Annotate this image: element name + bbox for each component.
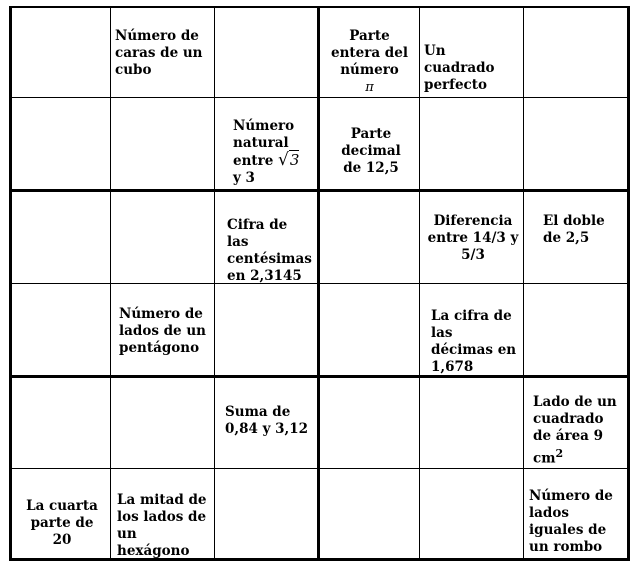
cell-r3c1: [115, 302, 214, 361]
cell-text: El doble de 2,5: [543, 213, 605, 246]
grid-line: [627, 6, 630, 561]
cell-r5c1: [113, 488, 214, 564]
cell-text: La mitad de los lados de un hexágono: [117, 492, 207, 559]
grid-line: [523, 6, 524, 561]
cell-r0c4: [420, 39, 523, 98]
cell-text: Número de lados iguales de un rombo: [529, 488, 613, 555]
sqrt-symbol: √3: [278, 150, 300, 170]
superscript: 2: [555, 447, 564, 460]
cell-r0c1: [111, 24, 214, 83]
pi-symbol: π: [365, 80, 374, 95]
cell-text: La cifra de las décimas en 1,678: [431, 308, 517, 375]
grid-line: [214, 6, 215, 561]
cell-r0c3: [320, 24, 419, 100]
cell-text: Número de lados de un pentágono: [119, 306, 206, 356]
cell-r1c3: [336, 122, 406, 181]
cell-text: Parte decimal de 12,5: [341, 126, 401, 176]
cell-text: Parte entera del número: [331, 28, 408, 78]
cell-r2c5: [539, 209, 619, 251]
cell-r4c2: [221, 400, 314, 442]
cell-text: Número de caras de un cubo: [115, 28, 203, 78]
cell-text: Cifra de las centésimas en 2,3145: [227, 217, 312, 284]
cell-r2c2: [223, 213, 317, 289]
cell-r4c5: [529, 390, 627, 472]
cell-text: Un cuadrado perfecto: [424, 43, 495, 93]
cell-r1c2: [229, 114, 314, 191]
grid-line: [9, 6, 12, 561]
cell-text: Número natural entre: [233, 118, 295, 169]
cell-text: Diferencia entre 14/3 y 5/3: [427, 213, 519, 263]
cell-r5c5: [525, 484, 627, 560]
sudoku-grid: [9, 6, 630, 561]
cell-r3c4: [427, 304, 523, 380]
cell-text: y 3: [233, 170, 255, 186]
cell-r5c0: [17, 494, 107, 553]
cell-text: Lado de un cuadrado de área 9 cm: [533, 394, 617, 467]
cell-r2c4: [423, 209, 523, 268]
grid-line: [110, 6, 111, 561]
sqrt-value: 3: [289, 151, 300, 169]
cell-text: La cuarta parte de 20: [26, 498, 98, 548]
cell-text: Suma de 0,84 y 3,12: [225, 404, 309, 437]
